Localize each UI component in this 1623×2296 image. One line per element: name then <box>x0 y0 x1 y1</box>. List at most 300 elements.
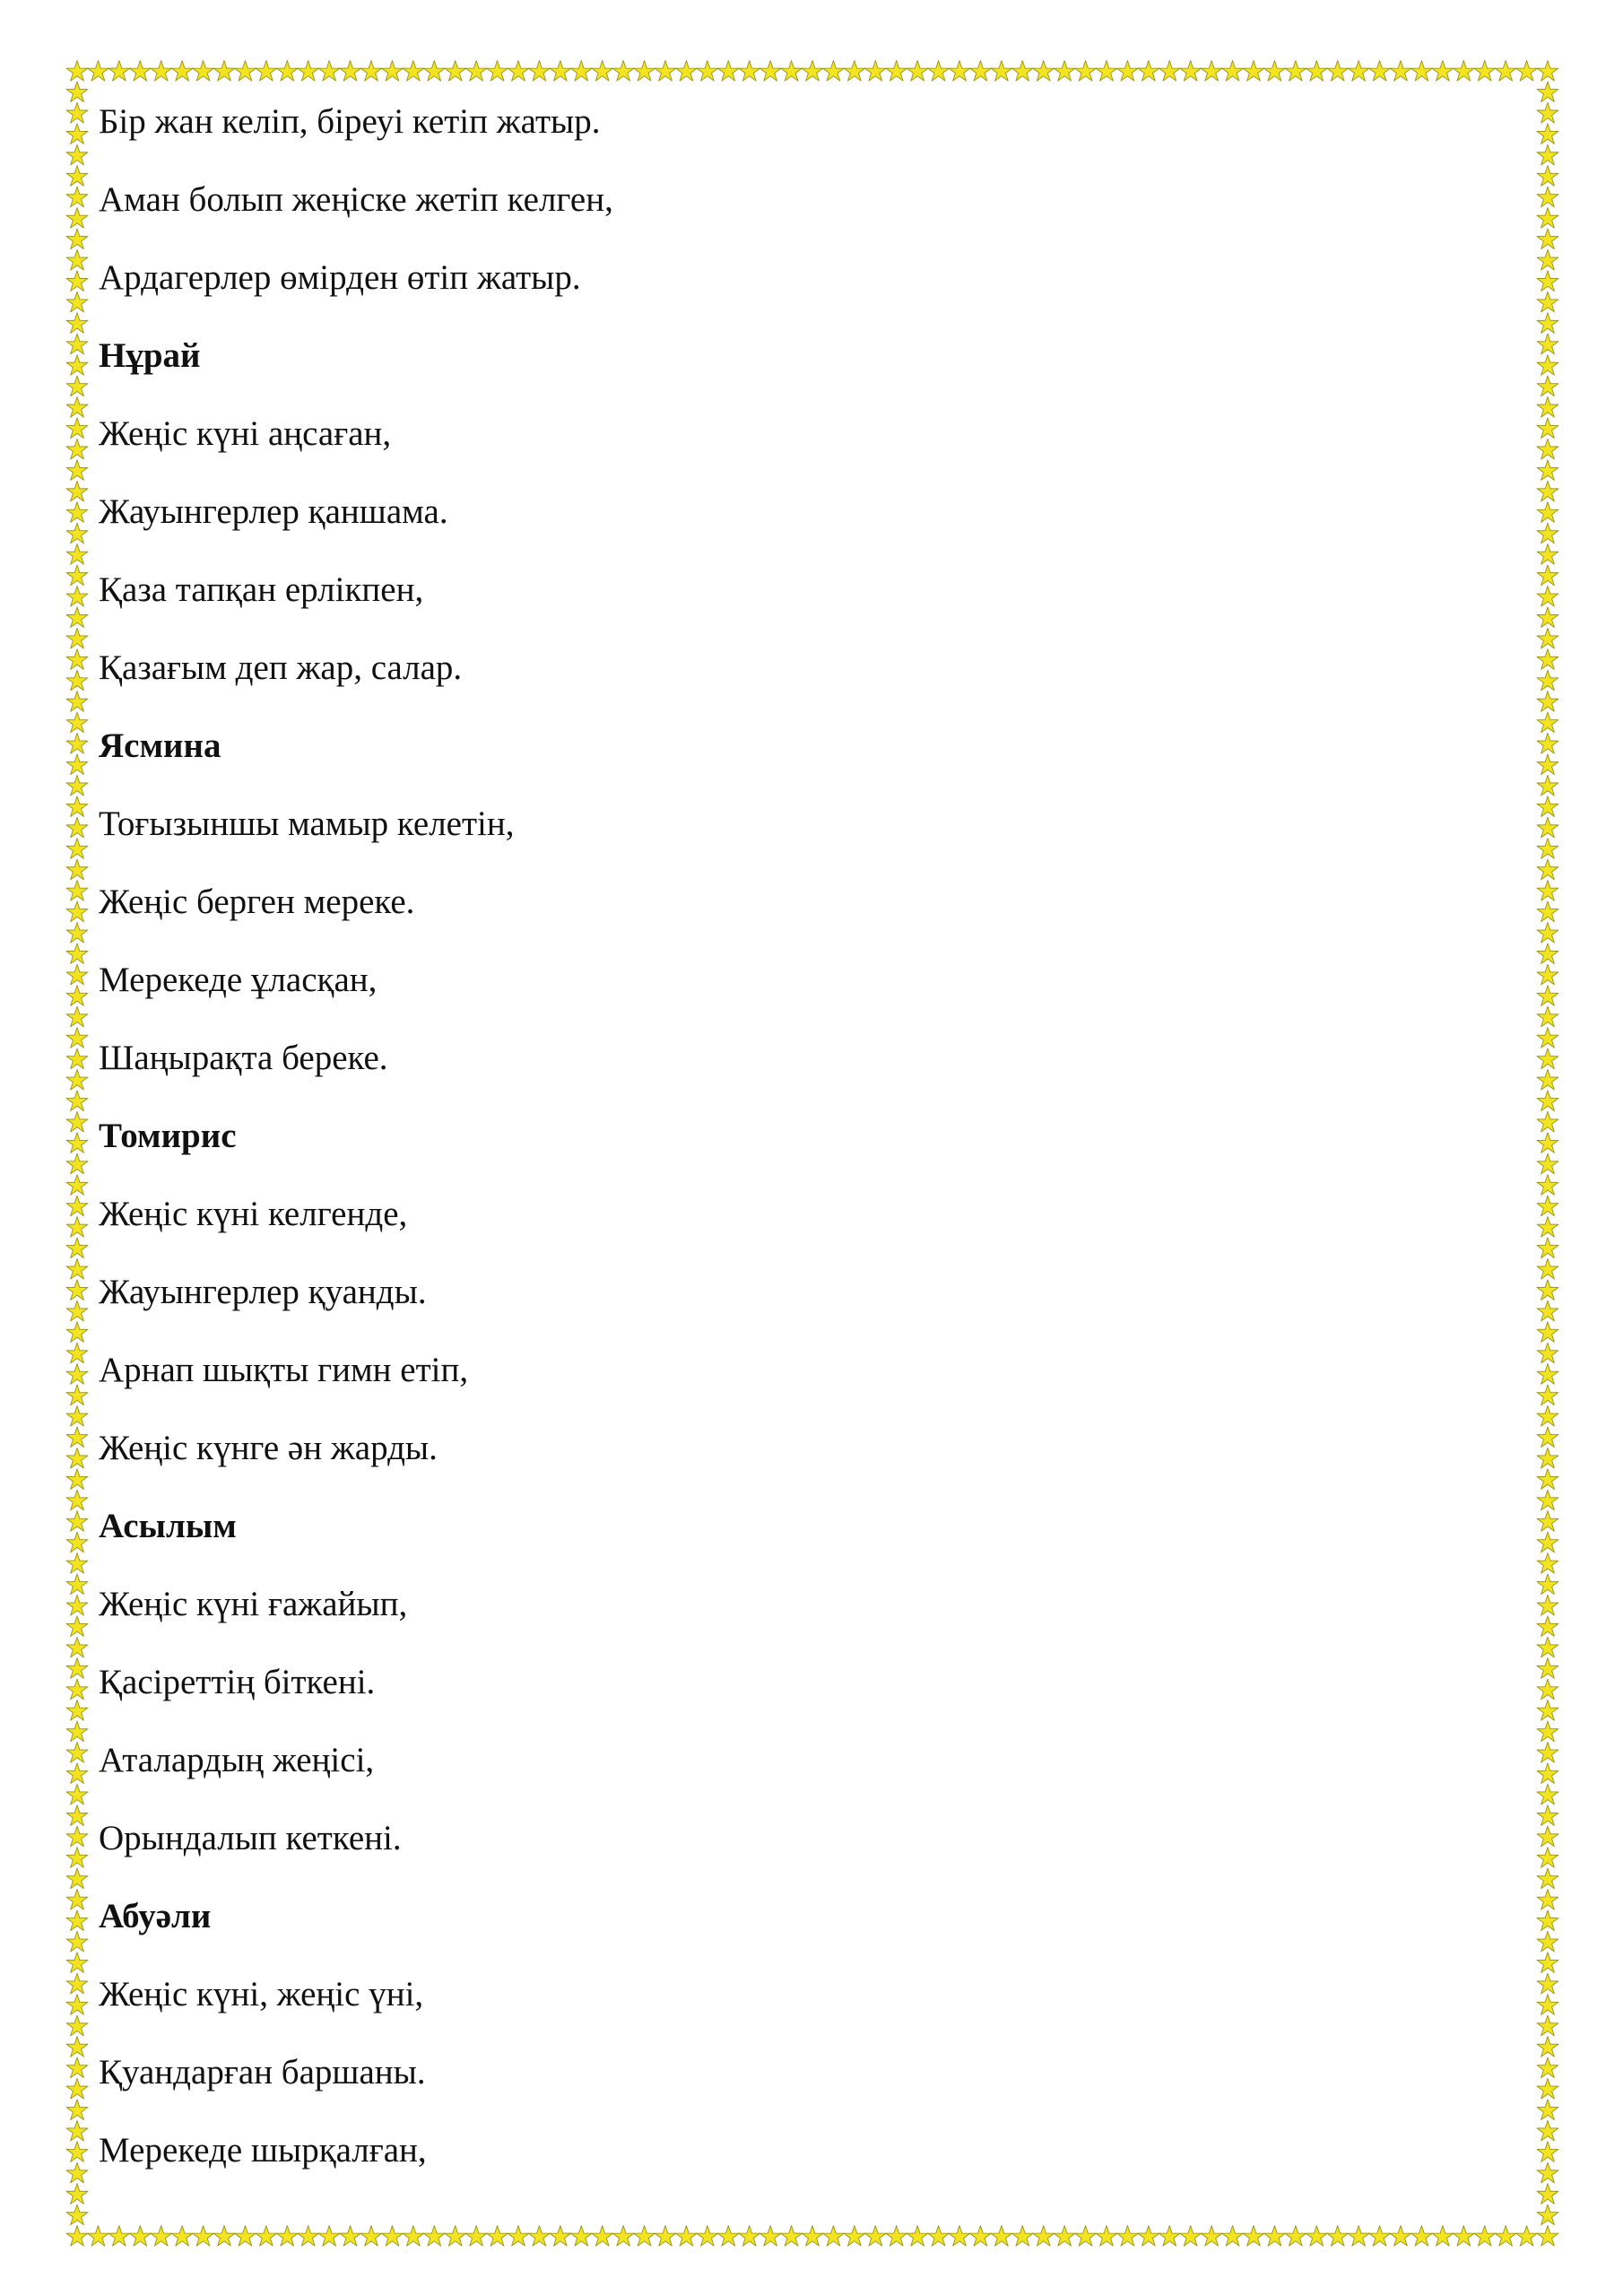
star-icon <box>1201 61 1222 82</box>
star-icon <box>256 2226 277 2247</box>
poem-line: Бір жан келіп, біреуі кетіп жатыр. <box>99 102 601 141</box>
star-icon <box>1537 733 1558 753</box>
star-icon <box>1537 1511 1558 1532</box>
star-icon <box>907 61 928 82</box>
star-icon <box>1537 817 1558 838</box>
star-icon <box>487 2226 508 2247</box>
star-icon <box>66 859 88 880</box>
star-icon <box>1075 61 1097 82</box>
star-icon <box>66 1995 88 2015</box>
star-icon <box>1537 1931 1558 1952</box>
star-icon <box>66 1784 88 1805</box>
star-icon <box>66 460 88 481</box>
star-icon <box>1537 102 1558 123</box>
star-icon <box>1537 2120 1558 2141</box>
star-icon <box>1537 249 1558 270</box>
star-icon <box>108 61 130 82</box>
star-icon <box>1537 628 1558 648</box>
star-icon <box>193 2226 214 2247</box>
star-icon <box>991 2226 1012 2247</box>
star-icon <box>66 1511 88 1532</box>
star-icon <box>66 523 88 544</box>
star-icon <box>655 61 676 82</box>
star-icon <box>1537 712 1558 733</box>
star-icon <box>66 1553 88 1574</box>
star-icon <box>66 1258 88 1279</box>
star-icon <box>1537 523 1558 544</box>
star-icon <box>1537 1469 1558 1490</box>
star-icon <box>66 1637 88 1657</box>
star-icon <box>66 1848 88 1868</box>
star-icon <box>1369 2226 1391 2247</box>
star-icon <box>864 2226 886 2247</box>
star-icon <box>66 1826 88 1847</box>
star-icon <box>66 881 88 901</box>
star-icon <box>823 61 845 82</box>
star-icon <box>1537 1868 1558 1889</box>
star-icon <box>1537 1637 1558 1657</box>
star-icon <box>1537 1553 1558 1574</box>
star-icon <box>465 2226 487 2247</box>
star-icon <box>1537 1910 1558 1931</box>
star-icon <box>1537 1322 1558 1343</box>
star-icon <box>1537 1890 1558 1910</box>
star-icon <box>570 61 592 82</box>
star-icon <box>66 396 88 417</box>
star-icon <box>66 1300 88 1321</box>
star-icon <box>1138 61 1159 82</box>
star-icon <box>340 2226 361 2247</box>
speaker-name: Нұрай <box>99 336 201 375</box>
star-icon <box>66 2162 88 2183</box>
star-icon <box>1390 61 1411 82</box>
star-icon <box>1411 61 1433 82</box>
star-icon <box>1096 61 1117 82</box>
star-icon <box>66 986 88 1006</box>
star-icon <box>991 61 1012 82</box>
poem-line: Қаза тапқан ерлікпен, <box>99 570 424 609</box>
poem-line: Қуандарған баршаны. <box>99 2053 426 2092</box>
star-icon <box>1537 775 1558 796</box>
star-icon <box>1537 1091 1558 1111</box>
star-icon <box>1537 1490 1558 1510</box>
star-icon <box>1327 61 1349 82</box>
star-icon <box>88 61 109 82</box>
star-icon <box>1537 2205 1558 2225</box>
star-icon <box>66 796 88 817</box>
star-icon <box>1537 1448 1558 1468</box>
star-icon <box>612 61 634 82</box>
star-icon <box>1516 2226 1538 2247</box>
star-icon <box>66 1890 88 1910</box>
star-icon <box>1117 61 1139 82</box>
star-icon <box>1537 1153 1558 1174</box>
star-icon <box>66 649 88 670</box>
star-icon <box>171 61 193 82</box>
star-icon <box>1369 61 1391 82</box>
star-icon <box>1159 2226 1180 2247</box>
star-icon <box>66 670 88 691</box>
star-icon <box>1117 2226 1139 2247</box>
star-icon <box>1537 1238 1558 1258</box>
star-icon <box>1222 61 1244 82</box>
star-icon <box>403 2226 424 2247</box>
star-icon <box>1537 586 1558 606</box>
star-icon <box>66 313 88 334</box>
star-icon <box>1537 376 1558 396</box>
star-icon <box>66 2120 88 2141</box>
star-icon <box>66 102 88 123</box>
star-icon <box>1537 1280 1558 1300</box>
star-icon <box>1054 2226 1075 2247</box>
star-icon <box>66 1405 88 1426</box>
star-icon <box>66 1469 88 1490</box>
star-icon <box>1537 859 1558 880</box>
star-icon <box>1537 229 1558 249</box>
star-icon <box>1537 691 1558 712</box>
star-icon <box>129 61 151 82</box>
star-icon <box>66 1196 88 1216</box>
star-icon <box>66 1763 88 1784</box>
star-icon <box>66 964 88 985</box>
star-icon <box>66 2184 88 2205</box>
star-icon <box>717 61 739 82</box>
star-icon <box>318 61 340 82</box>
star-icon <box>382 2226 404 2247</box>
star-icon <box>445 61 466 82</box>
star-icon <box>550 61 571 82</box>
star-icon <box>1075 2226 1097 2247</box>
star-icon <box>66 733 88 753</box>
star-icon <box>66 229 88 249</box>
star-icon <box>1285 61 1306 82</box>
star-icon <box>66 1742 88 1762</box>
star-icon <box>1537 649 1558 670</box>
star-icon <box>1011 2226 1033 2247</box>
star-icon <box>1537 881 1558 901</box>
star-icon <box>1537 1763 1558 1784</box>
star-icon <box>66 334 88 354</box>
star-icon <box>739 61 760 82</box>
star-icon <box>1243 2226 1264 2247</box>
star-icon <box>1537 1952 1558 1973</box>
star-icon <box>612 2226 634 2247</box>
star-icon <box>382 61 404 82</box>
star-icon <box>1495 61 1516 82</box>
star-icon <box>1537 61 1558 82</box>
star-icon <box>360 2226 382 2247</box>
star-icon <box>1537 2226 1558 2247</box>
star-icon <box>66 1952 88 1973</box>
star-icon <box>529 2226 551 2247</box>
star-icon <box>66 1006 88 1027</box>
star-icon <box>1537 1111 1558 1132</box>
star-icon <box>66 2078 88 2099</box>
star-icon <box>88 2226 109 2247</box>
star-icon <box>1453 61 1474 82</box>
star-icon <box>193 61 214 82</box>
star-icon <box>66 839 88 859</box>
star-icon <box>66 249 88 270</box>
star-icon <box>66 1322 88 1343</box>
star-icon <box>360 61 382 82</box>
star-icon <box>66 1532 88 1552</box>
star-icon <box>697 61 718 82</box>
star-icon <box>66 817 88 838</box>
star-icon <box>1537 1343 1558 1363</box>
poem-line: Жеңіс күні ғажайып, <box>99 1585 408 1623</box>
poem-line: Арнап шықты гимн етіп, <box>99 1351 469 1389</box>
star-icon <box>1537 82 1558 102</box>
star-icon <box>66 271 88 291</box>
star-icon <box>1537 565 1558 586</box>
poem-line: Орындалып кеткені. <box>99 1819 402 1857</box>
star-icon <box>66 1448 88 1468</box>
poem-line: Мерекеде ұласқан, <box>99 961 378 999</box>
star-icon <box>66 586 88 606</box>
star-icon <box>1348 2226 1369 2247</box>
star-icon <box>928 61 950 82</box>
star-icon <box>276 61 298 82</box>
star-icon <box>66 1910 88 1931</box>
star-icon <box>1096 2226 1117 2247</box>
star-icon <box>1201 2226 1222 2247</box>
star-icon <box>66 1217 88 1238</box>
star-icon <box>1537 2015 1558 2036</box>
star-icon <box>66 1931 88 1952</box>
star-icon <box>1432 61 1454 82</box>
star-icon <box>66 124 88 144</box>
star-icon <box>1264 2226 1286 2247</box>
star-icon <box>66 1175 88 1196</box>
star-icon <box>276 2226 298 2247</box>
star-icon <box>235 61 256 82</box>
star-icon <box>1537 1616 1558 1637</box>
star-icon <box>508 2226 529 2247</box>
star-icon <box>66 1364 88 1385</box>
star-icon <box>1537 502 1558 523</box>
star-icon <box>634 61 655 82</box>
star-icon <box>886 2226 907 2247</box>
star-icon <box>66 439 88 459</box>
star-icon <box>1327 2226 1349 2247</box>
star-icon <box>1537 271 1558 291</box>
star-icon <box>1537 1217 1558 1238</box>
star-icon <box>1537 1175 1558 1196</box>
star-icon <box>1537 2057 1558 2078</box>
star-icon <box>592 61 613 82</box>
star-icon <box>403 61 424 82</box>
poem-line: Жауынгерлер қуанды. <box>99 1273 427 1311</box>
star-icon <box>907 2226 928 2247</box>
star-icon <box>1285 2226 1306 2247</box>
star-icon <box>1537 901 1558 922</box>
star-icon <box>1537 208 1558 229</box>
star-icon <box>66 2057 88 2078</box>
poem-line: Қазағым деп жар, салар. <box>99 648 463 687</box>
poem-text <box>99 93 1497 2200</box>
star-icon <box>1180 61 1202 82</box>
star-icon <box>66 82 88 102</box>
poem-line: Жеңіс күнге ән жарды. <box>99 1429 438 1467</box>
star-icon <box>928 2226 950 2247</box>
star-icon <box>66 944 88 964</box>
star-icon <box>66 565 88 586</box>
star-icon <box>66 1868 88 1889</box>
speaker-name: Ясмина <box>99 726 221 765</box>
star-icon <box>66 144 88 165</box>
star-icon <box>66 1091 88 1111</box>
star-icon <box>66 628 88 648</box>
star-icon <box>1264 61 1286 82</box>
poem-line: Жеңіс берген мереке. <box>99 883 415 921</box>
star-icon <box>844 2226 865 2247</box>
star-icon <box>570 2226 592 2247</box>
poem-line: Жеңіс күні, жеңіс үні, <box>99 1975 424 2013</box>
star-icon <box>1537 1826 1558 1847</box>
star-icon <box>1243 61 1264 82</box>
star-icon <box>759 61 781 82</box>
poem-line: Қасіреттің біткені. <box>99 1663 376 1701</box>
star-icon <box>1033 61 1055 82</box>
star-icon <box>213 61 235 82</box>
star-icon <box>66 2226 88 2247</box>
star-icon <box>592 2226 613 2247</box>
star-icon <box>66 1595 88 1615</box>
star-icon <box>66 2015 88 2036</box>
poem-line: Аман болып жеңіске жетіп келген, <box>99 180 613 219</box>
star-icon <box>949 61 970 82</box>
star-icon <box>66 1343 88 1363</box>
star-icon <box>676 61 698 82</box>
poem-line: Тоғызыншы мамыр келетін, <box>99 804 515 843</box>
star-icon <box>66 1679 88 1700</box>
star-icon <box>108 2226 130 2247</box>
star-icon <box>256 61 277 82</box>
star-icon <box>66 166 88 187</box>
star-icon <box>1306 2226 1327 2247</box>
star-icon <box>1390 2226 1411 2247</box>
star-icon <box>1537 166 1558 187</box>
poem-line: Мерекеде шырқалған, <box>99 2131 427 2170</box>
star-icon <box>1537 334 1558 354</box>
star-icon <box>1537 1069 1558 1090</box>
star-icon <box>676 2226 698 2247</box>
star-icon <box>1537 754 1558 775</box>
star-icon <box>1537 1574 1558 1595</box>
speaker-name: Томирис <box>99 1117 237 1155</box>
star-icon <box>1033 2226 1055 2247</box>
star-icon <box>1159 61 1180 82</box>
star-icon <box>66 1805 88 1826</box>
star-icon <box>1537 1300 1558 1321</box>
star-icon <box>66 61 88 82</box>
star-icon <box>66 2205 88 2225</box>
star-icon <box>1537 1364 1558 1385</box>
star-icon <box>1537 1385 1558 1405</box>
star-icon <box>634 2226 655 2247</box>
star-icon <box>1011 61 1033 82</box>
star-icon <box>66 544 88 565</box>
star-icon <box>1537 144 1558 165</box>
star-icon <box>1537 544 1558 565</box>
star-icon <box>739 2226 760 2247</box>
star-icon <box>1537 2100 1558 2120</box>
star-icon <box>1348 61 1369 82</box>
star-icon <box>1537 1784 1558 1805</box>
star-icon <box>66 2142 88 2162</box>
star-icon <box>66 607 88 628</box>
star-icon <box>298 2226 319 2247</box>
star-icon <box>171 2226 193 2247</box>
star-icon <box>213 2226 235 2247</box>
star-icon <box>1537 1700 1558 1721</box>
star-icon <box>66 1111 88 1132</box>
star-icon <box>66 187 88 207</box>
star-icon <box>1537 1427 1558 1448</box>
star-icon <box>697 2226 718 2247</box>
star-icon <box>655 2226 676 2247</box>
star-icon <box>802 61 823 82</box>
star-icon <box>550 2226 571 2247</box>
star-icon <box>1537 1133 1558 1153</box>
star-icon <box>949 2226 970 2247</box>
star-icon <box>1474 61 1496 82</box>
star-icon <box>66 754 88 775</box>
poem-line: Жеңіс күні аңсаған, <box>99 414 392 453</box>
star-icon <box>465 61 487 82</box>
star-icon <box>781 61 803 82</box>
star-icon <box>1537 796 1558 817</box>
star-icon <box>1138 2226 1159 2247</box>
star-icon <box>970 61 992 82</box>
star-icon <box>445 2226 466 2247</box>
star-icon <box>529 61 551 82</box>
star-icon <box>1537 313 1558 334</box>
star-icon <box>1537 607 1558 628</box>
star-icon <box>1537 1595 1558 1615</box>
star-icon <box>66 208 88 229</box>
poem-line: Аталардың жеңісі, <box>99 1741 375 1779</box>
star-icon <box>1411 2226 1433 2247</box>
star-icon <box>1537 986 1558 1006</box>
star-icon <box>759 2226 781 2247</box>
star-icon <box>340 61 361 82</box>
star-icon <box>823 2226 845 2247</box>
star-icon <box>508 61 529 82</box>
star-icon <box>66 1658 88 1679</box>
star-icon <box>1537 1742 1558 1762</box>
star-icon <box>1537 1848 1558 1868</box>
star-icon <box>129 2226 151 2247</box>
star-icon <box>1537 439 1558 459</box>
star-icon <box>66 1721 88 1742</box>
star-icon <box>1537 2142 1558 2162</box>
star-icon <box>66 691 88 712</box>
star-icon <box>66 355 88 376</box>
star-icon <box>151 2226 172 2247</box>
star-icon <box>1453 2226 1474 2247</box>
star-icon <box>1537 964 1558 985</box>
star-icon <box>66 1153 88 1174</box>
star-icon <box>1222 2226 1244 2247</box>
star-icon <box>1537 670 1558 691</box>
star-icon <box>1537 1679 1558 1700</box>
star-icon <box>151 61 172 82</box>
star-icon <box>66 502 88 523</box>
star-icon <box>66 901 88 922</box>
star-icon <box>1495 2226 1516 2247</box>
